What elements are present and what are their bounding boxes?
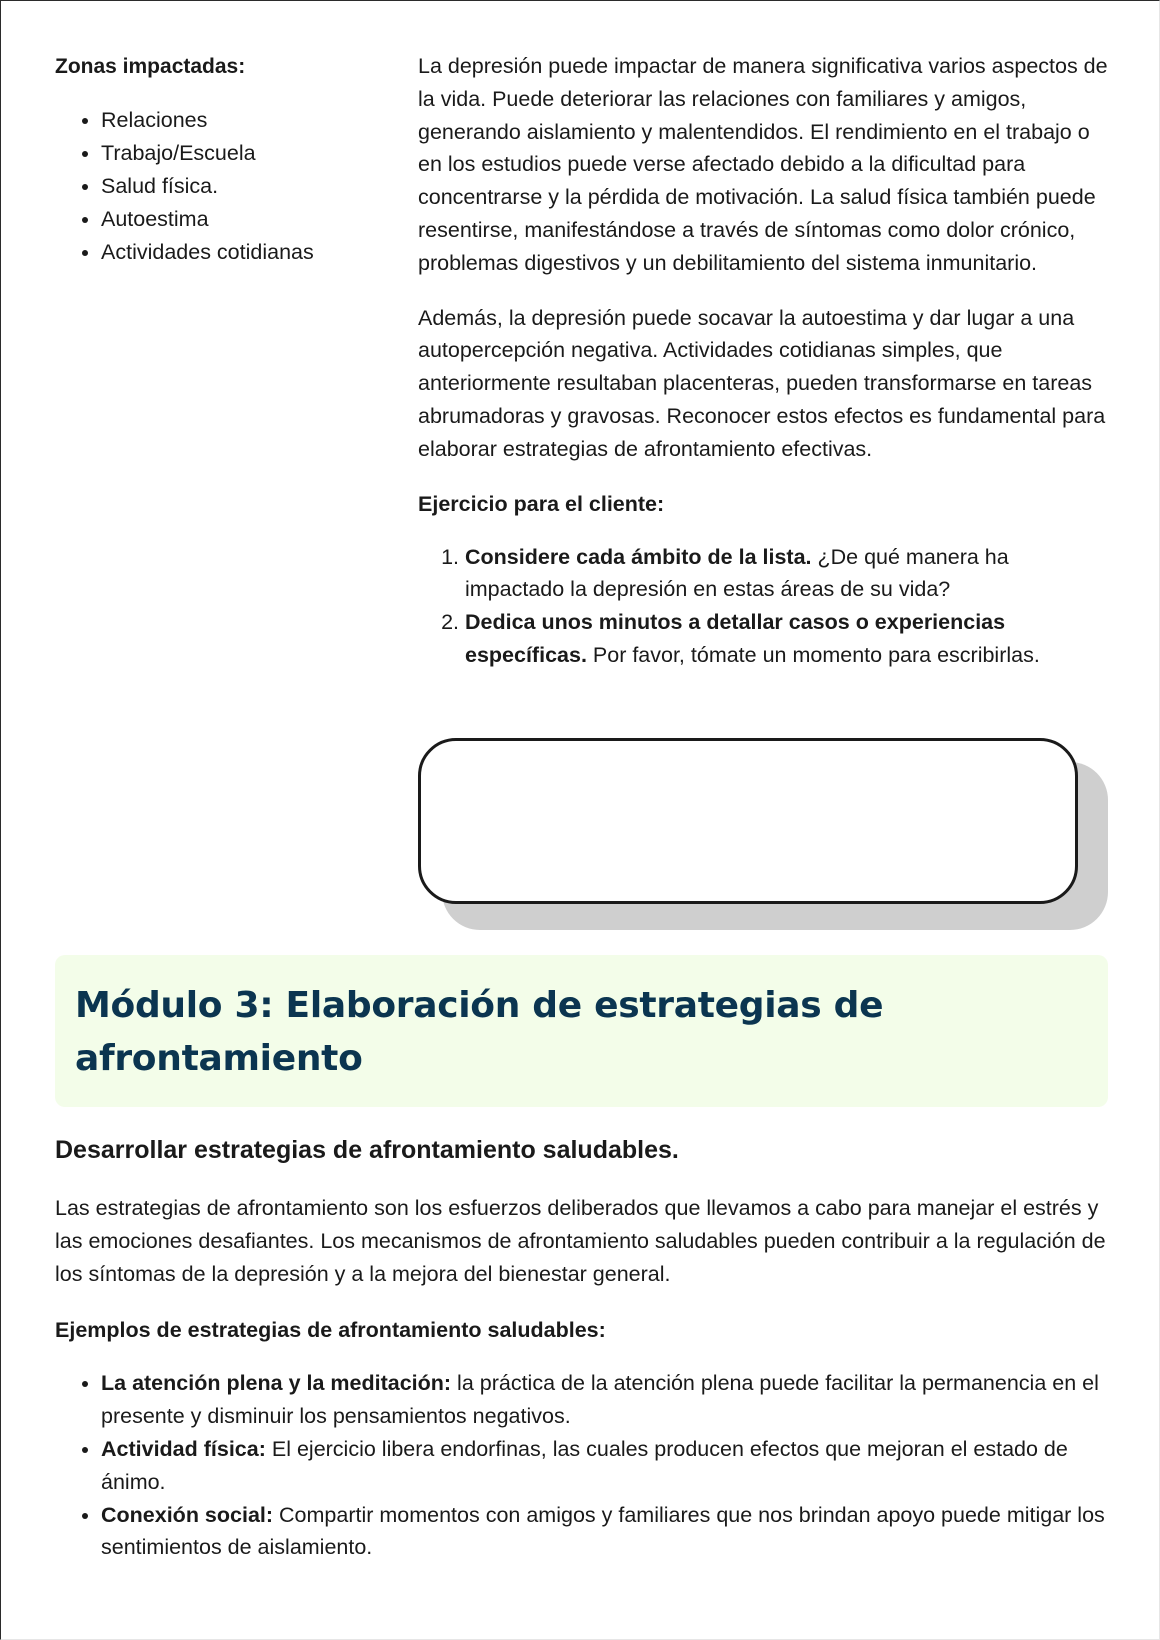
- exercise-step-bold: Considere cada ámbito de la lista.: [465, 544, 812, 569]
- exercise-step: [465, 606, 1108, 672]
- zone-item: • Autoestima: [101, 203, 375, 236]
- example-item-bold: Conexión social:: [101, 1502, 274, 1527]
- intro-section: [418, 50, 1108, 672]
- strategies-subheading: Desarrollar estrategias de afrontamiento saludables.: [55, 1136, 679, 1164]
- example-item: [101, 1433, 1115, 1499]
- example-item: [101, 1499, 1115, 1565]
- example-item-bold: Actividad física:: [101, 1436, 266, 1461]
- example-item-text: Compartir momentos con amigos y familiares que nos brindan apoyo puede mitigar los sentimientos de aislamiento.: [101, 1502, 1105, 1560]
- example-item-bold: La atención plena y la meditación:: [101, 1371, 452, 1396]
- example-item-text: El ejercicio libera endorfinas, las cuales producen efectos que mejoran el estado de ánimo.: [101, 1436, 1068, 1494]
- exercise-step-bold: Dedica unos minutos a detallar casos o experiencias específicas.: [465, 610, 1006, 667]
- zones-section: [55, 50, 375, 269]
- intro-paragraph-1: La depresión puede impactar de manera significativa varios aspectos de la vida. Puede deteriorar las relaciones con familiares y amigos, generando aislamiento y malentendidos. El rendimiento en el trabajo o en los estudios puede verse afectado debido a la dificultad para concentrarse y la pérdida de motivación. La salud física también puede resentirse, manifestándose a través de síntomas como dolor crónico, problemas digestivos y un debilitamiento del sistema inmunitario.: [418, 54, 1108, 275]
- strategies-paragraph: Las estrategias de afrontamiento son los esfuerzos deliberados que llevamos a cabo para manejar el estrés y las emociones desafiantes. Los mecanismos de afrontamiento saludables pueden contribuir a la regulación de los síntomas de la depresión y a la mejora del bienestar general.: [55, 1196, 1106, 1286]
- intro-paragraph-2: Además, la depresión puede socavar la autoestima y dar lugar a una autopercepción negativa. Actividades cotidianas simples, que anteriormente resultaban placenteras, pueden transformarse en tareas abrumadoras y gravosas. Reconocer estos efectos es fundamental para elaborar estrategias de afrontamiento efectivas.: [418, 305, 1106, 461]
- examples-title: Ejemplos de estrategias de afrontamiento saludables:: [55, 1318, 606, 1343]
- zone-item: • Trabajo/Escuela: [101, 137, 375, 170]
- zone-item: • Relaciones: [101, 104, 375, 137]
- example-item: [101, 1367, 1115, 1433]
- module-title: Módulo 3: Elaboración de estrategias de afrontamiento: [75, 985, 884, 1079]
- module-banner: [55, 955, 1108, 1107]
- answer-area: [418, 738, 1108, 934]
- zones-list: [55, 104, 375, 269]
- exercise-step-text: ¿De qué manera ha impactado la depresión en estas áreas de su vida?: [465, 544, 1009, 602]
- exercise-step: [465, 541, 1108, 607]
- zones-title: Zonas impactadas:: [55, 55, 246, 78]
- zone-item: • Salud física.: [101, 170, 375, 203]
- exercise-title: Ejercicio para el cliente:: [418, 491, 665, 516]
- zone-item: • Actividades cotidianas: [101, 236, 375, 269]
- exercise-step-text: Por favor, tómate un momento para escribirlas.: [586, 642, 1040, 667]
- exercise-steps: [418, 541, 1108, 672]
- examples-list: [55, 1367, 1115, 1564]
- strategies-section: [55, 1130, 1115, 1564]
- example-item-text: la práctica de la atención plena puede facilitar la permanencia en el presente y disminuir los pensamientos negativos.: [101, 1371, 1099, 1429]
- answer-box[interactable]: [418, 738, 1078, 904]
